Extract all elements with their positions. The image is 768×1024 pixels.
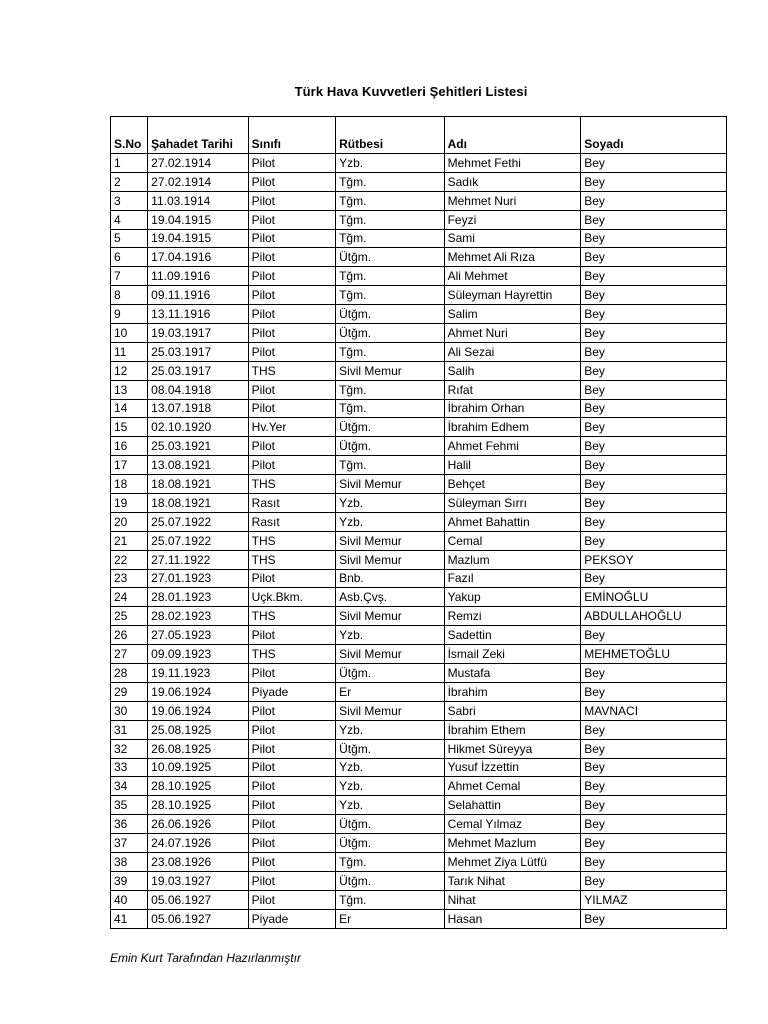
cell-no: 28 [111, 664, 148, 683]
cell-date: 13.11.1916 [148, 305, 248, 324]
cell-name: İsmail Zeki [444, 645, 581, 664]
cell-name: Halil [444, 456, 581, 475]
cell-name: Remzi [444, 607, 581, 626]
cell-class: Pilot [248, 286, 335, 305]
cell-class: Pilot [248, 701, 335, 720]
header-surname: Soyadı [581, 117, 727, 154]
cell-date: 25.07.1922 [148, 512, 248, 531]
cell-surname: Bey [581, 531, 727, 550]
cell-rank: Yzb. [336, 512, 445, 531]
cell-surname: Bey [581, 342, 727, 361]
cell-rank: Tğm. [336, 342, 445, 361]
cell-date: 02.10.1920 [148, 418, 248, 437]
cell-date: 24.07.1926 [148, 834, 248, 853]
cell-class: Pilot [248, 267, 335, 286]
cell-name: Mehmet Nuri [444, 191, 581, 210]
cell-surname: Bey [581, 871, 727, 890]
table-row [111, 248, 727, 267]
cell-rank: Ütğm. [336, 437, 445, 456]
table-row [111, 871, 727, 890]
cell-date: 11.03.1914 [148, 191, 248, 210]
cell-name: Ahmet Cemal [444, 777, 581, 796]
cell-no: 9 [111, 305, 148, 324]
cell-no: 15 [111, 418, 148, 437]
cell-surname: Bey [581, 494, 727, 513]
cell-rank: Sivil Memur [336, 607, 445, 626]
cell-name: Nihat [444, 890, 581, 909]
cell-surname: Bey [581, 305, 727, 324]
cell-no: 31 [111, 720, 148, 739]
cell-rank: Tğm. [336, 852, 445, 871]
cell-no: 2 [111, 172, 148, 191]
cell-rank: Yzb. [336, 626, 445, 645]
cell-class: Pilot [248, 569, 335, 588]
cell-surname: Bey [581, 248, 727, 267]
table-row [111, 210, 727, 229]
cell-date: 28.01.1923 [148, 588, 248, 607]
cell-name: Ali Mehmet [444, 267, 581, 286]
table-row [111, 739, 727, 758]
table-row [111, 494, 727, 513]
page-title: Türk Hava Kuvvetleri Şehitleri Listesi [294, 84, 528, 99]
cell-surname: Bey [581, 664, 727, 683]
cell-surname: Bey [581, 191, 727, 210]
cell-date: 23.08.1926 [148, 852, 248, 871]
cell-surname: Bey [581, 286, 727, 305]
cell-no: 22 [111, 550, 148, 569]
table-row [111, 588, 727, 607]
cell-name: Ahmet Nuri [444, 324, 581, 343]
table-row [111, 531, 727, 550]
cell-class: Pilot [248, 720, 335, 739]
cell-surname: Bey [581, 229, 727, 248]
cell-class: Pilot [248, 852, 335, 871]
cell-date: 17.04.1916 [148, 248, 248, 267]
cell-no: 41 [111, 909, 148, 928]
cell-class: Pilot [248, 380, 335, 399]
cell-class: Pilot [248, 626, 335, 645]
cell-date: 11.09.1916 [148, 267, 248, 286]
cell-no: 37 [111, 834, 148, 853]
cell-no: 39 [111, 871, 148, 890]
cell-name: Rıfat [444, 380, 581, 399]
cell-surname: Bey [581, 569, 727, 588]
cell-rank: Er [336, 682, 445, 701]
cell-surname: Bey [581, 834, 727, 853]
table-row [111, 305, 727, 324]
cell-no: 21 [111, 531, 148, 550]
cell-no: 19 [111, 494, 148, 513]
cell-name: Salih [444, 361, 581, 380]
cell-rank: Sivil Memur [336, 645, 445, 664]
cell-rank: Tğm. [336, 399, 445, 418]
cell-rank: Ütğm. [336, 739, 445, 758]
cell-no: 27 [111, 645, 148, 664]
cell-name: Mehmet Ali Rıza [444, 248, 581, 267]
cell-surname: Bey [581, 626, 727, 645]
table-row [111, 399, 727, 418]
cell-date: 10.09.1925 [148, 758, 248, 777]
cell-name: Cemal Yılmaz [444, 815, 581, 834]
table-row [111, 380, 727, 399]
cell-class: Pilot [248, 248, 335, 267]
cell-class: Pilot [248, 815, 335, 834]
cell-no: 14 [111, 399, 148, 418]
cell-date: 19.06.1924 [148, 682, 248, 701]
cell-name: Behçet [444, 475, 581, 494]
cell-rank: Sivil Memur [336, 531, 445, 550]
cell-rank: Ütğm. [336, 834, 445, 853]
cell-no: 35 [111, 796, 148, 815]
martyrs-table [110, 116, 727, 929]
cell-no: 18 [111, 475, 148, 494]
cell-surname: Bey [581, 267, 727, 286]
cell-name: Mehmet Mazlum [444, 834, 581, 853]
cell-class: THS [248, 607, 335, 626]
cell-rank: Ütğm. [336, 871, 445, 890]
cell-class: Pilot [248, 739, 335, 758]
cell-surname: MEHMETOĞLU [581, 645, 727, 664]
cell-class: THS [248, 550, 335, 569]
table-header [111, 117, 727, 154]
table-row [111, 682, 727, 701]
table-row [111, 626, 727, 645]
cell-name: Sadık [444, 172, 581, 191]
cell-date: 25.03.1917 [148, 361, 248, 380]
cell-date: 25.07.1922 [148, 531, 248, 550]
cell-name: Hasan [444, 909, 581, 928]
table-row [111, 815, 727, 834]
table-row [111, 418, 727, 437]
cell-name: Ahmet Bahattin [444, 512, 581, 531]
table-row [111, 267, 727, 286]
cell-no: 16 [111, 437, 148, 456]
cell-date: 18.08.1921 [148, 494, 248, 513]
cell-name: İbrahim [444, 682, 581, 701]
cell-surname: Bey [581, 172, 727, 191]
cell-surname: Bey [581, 437, 727, 456]
table-row [111, 361, 727, 380]
cell-name: İbrahim Ethem [444, 720, 581, 739]
header-row [111, 117, 727, 154]
cell-no: 40 [111, 890, 148, 909]
cell-date: 19.11.1923 [148, 664, 248, 683]
cell-class: Pilot [248, 324, 335, 343]
cell-rank: Yzb. [336, 758, 445, 777]
table-body [111, 154, 727, 929]
cell-surname: Bey [581, 475, 727, 494]
cell-rank: Ütğm. [336, 418, 445, 437]
cell-surname: Bey [581, 210, 727, 229]
cell-rank: Asb.Çvş. [336, 588, 445, 607]
cell-no: 36 [111, 815, 148, 834]
cell-name: İbrahim Orhan [444, 399, 581, 418]
cell-surname: Bey [581, 361, 727, 380]
table-row [111, 229, 727, 248]
table-row [111, 664, 727, 683]
cell-name: Mehmet Ziya Lütfü [444, 852, 581, 871]
cell-date: 26.08.1925 [148, 739, 248, 758]
cell-name: Yakup [444, 588, 581, 607]
cell-date: 08.04.1918 [148, 380, 248, 399]
cell-date: 28.02.1923 [148, 607, 248, 626]
table-row [111, 191, 727, 210]
cell-surname: Bey [581, 796, 727, 815]
header-class: Sınıfı [248, 117, 335, 154]
table-row [111, 172, 727, 191]
cell-date: 25.03.1921 [148, 437, 248, 456]
cell-surname: Bey [581, 512, 727, 531]
cell-rank: Tğm. [336, 267, 445, 286]
cell-no: 8 [111, 286, 148, 305]
cell-no: 26 [111, 626, 148, 645]
cell-rank: Yzb. [336, 796, 445, 815]
cell-no: 34 [111, 777, 148, 796]
cell-name: Sadettin [444, 626, 581, 645]
cell-class: Pilot [248, 305, 335, 324]
cell-rank: Sivil Memur [336, 701, 445, 720]
cell-class: Pilot [248, 456, 335, 475]
table-row [111, 456, 727, 475]
cell-class: THS [248, 361, 335, 380]
cell-name: Süleyman Sırrı [444, 494, 581, 513]
cell-class: Pilot [248, 834, 335, 853]
cell-no: 23 [111, 569, 148, 588]
cell-name: Selahattin [444, 796, 581, 815]
cell-date: 19.04.1915 [148, 210, 248, 229]
cell-rank: Ütğm. [336, 815, 445, 834]
table-row [111, 512, 727, 531]
cell-surname: YILMAZ [581, 890, 727, 909]
cell-rank: Yzb. [336, 777, 445, 796]
cell-rank: Tğm. [336, 380, 445, 399]
cell-rank: Ütğm. [336, 305, 445, 324]
header-name: Adı [444, 117, 581, 154]
table-row [111, 342, 727, 361]
cell-date: 13.07.1918 [148, 399, 248, 418]
cell-no: 10 [111, 324, 148, 343]
table-row [111, 796, 727, 815]
cell-rank: Yzb. [336, 154, 445, 173]
cell-rank: Sivil Memur [336, 361, 445, 380]
cell-date: 25.03.1917 [148, 342, 248, 361]
cell-no: 25 [111, 607, 148, 626]
header-rank: Rütbesi [336, 117, 445, 154]
cell-rank: Ütğm. [336, 664, 445, 683]
cell-surname: Bey [581, 739, 727, 758]
cell-date: 26.06.1926 [148, 815, 248, 834]
cell-date: 19.03.1917 [148, 324, 248, 343]
cell-class: Pilot [248, 437, 335, 456]
cell-surname: ABDULLAHOĞLU [581, 607, 727, 626]
cell-rank: Tğm. [336, 172, 445, 191]
cell-class: Pilot [248, 890, 335, 909]
cell-date: 19.04.1915 [148, 229, 248, 248]
cell-class: Pilot [248, 777, 335, 796]
cell-date: 27.05.1923 [148, 626, 248, 645]
cell-rank: Tğm. [336, 456, 445, 475]
cell-date: 27.11.1922 [148, 550, 248, 569]
cell-surname: Bey [581, 758, 727, 777]
cell-class: Pilot [248, 229, 335, 248]
cell-class: THS [248, 645, 335, 664]
cell-no: 5 [111, 229, 148, 248]
cell-class: Pilot [248, 191, 335, 210]
table-row [111, 701, 727, 720]
cell-date: 09.11.1916 [148, 286, 248, 305]
table-row [111, 909, 727, 928]
cell-rank: Tğm. [336, 210, 445, 229]
cell-surname: Bey [581, 909, 727, 928]
cell-no: 29 [111, 682, 148, 701]
cell-name: Sabri [444, 701, 581, 720]
table-row [111, 834, 727, 853]
cell-class: THS [248, 531, 335, 550]
cell-name: Sami [444, 229, 581, 248]
cell-surname: PEKSOY [581, 550, 727, 569]
cell-date: 27.01.1923 [148, 569, 248, 588]
table-row [111, 777, 727, 796]
cell-no: 33 [111, 758, 148, 777]
header-date: Şahadet Tarihi [148, 117, 248, 154]
table-row [111, 437, 727, 456]
cell-class: Pilot [248, 399, 335, 418]
cell-surname: Bey [581, 380, 727, 399]
cell-surname: Bey [581, 418, 727, 437]
cell-name: Tarık Nihat [444, 871, 581, 890]
cell-rank: Yzb. [336, 494, 445, 513]
cell-surname: Bey [581, 324, 727, 343]
cell-name: Hikmet Süreyya [444, 739, 581, 758]
cell-name: Salim [444, 305, 581, 324]
table-row [111, 550, 727, 569]
cell-name: Cemal [444, 531, 581, 550]
header-no: S.No [111, 117, 148, 154]
cell-date: 19.06.1924 [148, 701, 248, 720]
cell-rank: Tğm. [336, 229, 445, 248]
cell-date: 18.08.1921 [148, 475, 248, 494]
cell-date: 13.08.1921 [148, 456, 248, 475]
cell-class: Piyade [248, 909, 335, 928]
cell-date: 27.02.1914 [148, 172, 248, 191]
cell-name: Yusuf İzzettin [444, 758, 581, 777]
cell-name: Süleyman Hayrettin [444, 286, 581, 305]
cell-class: Pilot [248, 871, 335, 890]
cell-date: 28.10.1925 [148, 796, 248, 815]
cell-class: Pilot [248, 172, 335, 191]
cell-date: 25.08.1925 [148, 720, 248, 739]
cell-rank: Er [336, 909, 445, 928]
cell-no: 11 [111, 342, 148, 361]
cell-class: Pilot [248, 154, 335, 173]
table-row [111, 852, 727, 871]
table-row [111, 720, 727, 739]
cell-rank: Bnb. [336, 569, 445, 588]
cell-date: 09.09.1923 [148, 645, 248, 664]
cell-name: Ahmet Fehmi [444, 437, 581, 456]
cell-rank: Tğm. [336, 191, 445, 210]
cell-name: Ali Sezai [444, 342, 581, 361]
cell-class: Uçk.Bkm. [248, 588, 335, 607]
cell-class: Pilot [248, 796, 335, 815]
cell-rank: Sivil Memur [336, 475, 445, 494]
cell-date: 05.06.1927 [148, 890, 248, 909]
cell-date: 19.03.1927 [148, 871, 248, 890]
cell-no: 4 [111, 210, 148, 229]
cell-surname: Bey [581, 456, 727, 475]
cell-surname: Bey [581, 777, 727, 796]
cell-name: Feyzi [444, 210, 581, 229]
cell-surname: MAVNACI [581, 701, 727, 720]
table-row [111, 475, 727, 494]
cell-rank: Tğm. [336, 286, 445, 305]
cell-date: 05.06.1927 [148, 909, 248, 928]
cell-class: THS [248, 475, 335, 494]
cell-name: Mazlum [444, 550, 581, 569]
table-row [111, 758, 727, 777]
cell-no: 3 [111, 191, 148, 210]
cell-name: Mehmet Fethi [444, 154, 581, 173]
cell-no: 13 [111, 380, 148, 399]
cell-class: Pilot [248, 210, 335, 229]
cell-no: 32 [111, 739, 148, 758]
table-row [111, 154, 727, 173]
table-row [111, 569, 727, 588]
cell-no: 24 [111, 588, 148, 607]
cell-class: Piyade [248, 682, 335, 701]
cell-date: 27.02.1914 [148, 154, 248, 173]
cell-date: 28.10.1925 [148, 777, 248, 796]
table-row [111, 286, 727, 305]
cell-no: 12 [111, 361, 148, 380]
table-row [111, 645, 727, 664]
cell-class: Hv.Yer [248, 418, 335, 437]
cell-no: 17 [111, 456, 148, 475]
cell-surname: Bey [581, 399, 727, 418]
cell-class: Pilot [248, 664, 335, 683]
footer-note: Emin Kurt Tarafından Hazırlanmıştır [110, 951, 301, 965]
cell-rank: Tğm. [336, 890, 445, 909]
cell-surname: Bey [581, 720, 727, 739]
cell-surname: Bey [581, 154, 727, 173]
cell-surname: Bey [581, 682, 727, 701]
cell-no: 38 [111, 852, 148, 871]
table-row [111, 890, 727, 909]
cell-rank: Ütğm. [336, 324, 445, 343]
cell-no: 6 [111, 248, 148, 267]
cell-no: 30 [111, 701, 148, 720]
table-row [111, 324, 727, 343]
cell-surname: Bey [581, 852, 727, 871]
cell-name: İbrahim Edhem [444, 418, 581, 437]
cell-class: Pilot [248, 342, 335, 361]
cell-rank: Sivil Memur [336, 550, 445, 569]
cell-class: Rasıt [248, 494, 335, 513]
cell-surname: EMİNOĞLU [581, 588, 727, 607]
cell-no: 20 [111, 512, 148, 531]
cell-name: Mustafa [444, 664, 581, 683]
cell-no: 7 [111, 267, 148, 286]
table-row [111, 607, 727, 626]
cell-no: 1 [111, 154, 148, 173]
cell-name: Fazıl [444, 569, 581, 588]
cell-class: Rasıt [248, 512, 335, 531]
cell-surname: Bey [581, 815, 727, 834]
cell-class: Pilot [248, 758, 335, 777]
cell-rank: Yzb. [336, 720, 445, 739]
cell-rank: Ütğm. [336, 248, 445, 267]
